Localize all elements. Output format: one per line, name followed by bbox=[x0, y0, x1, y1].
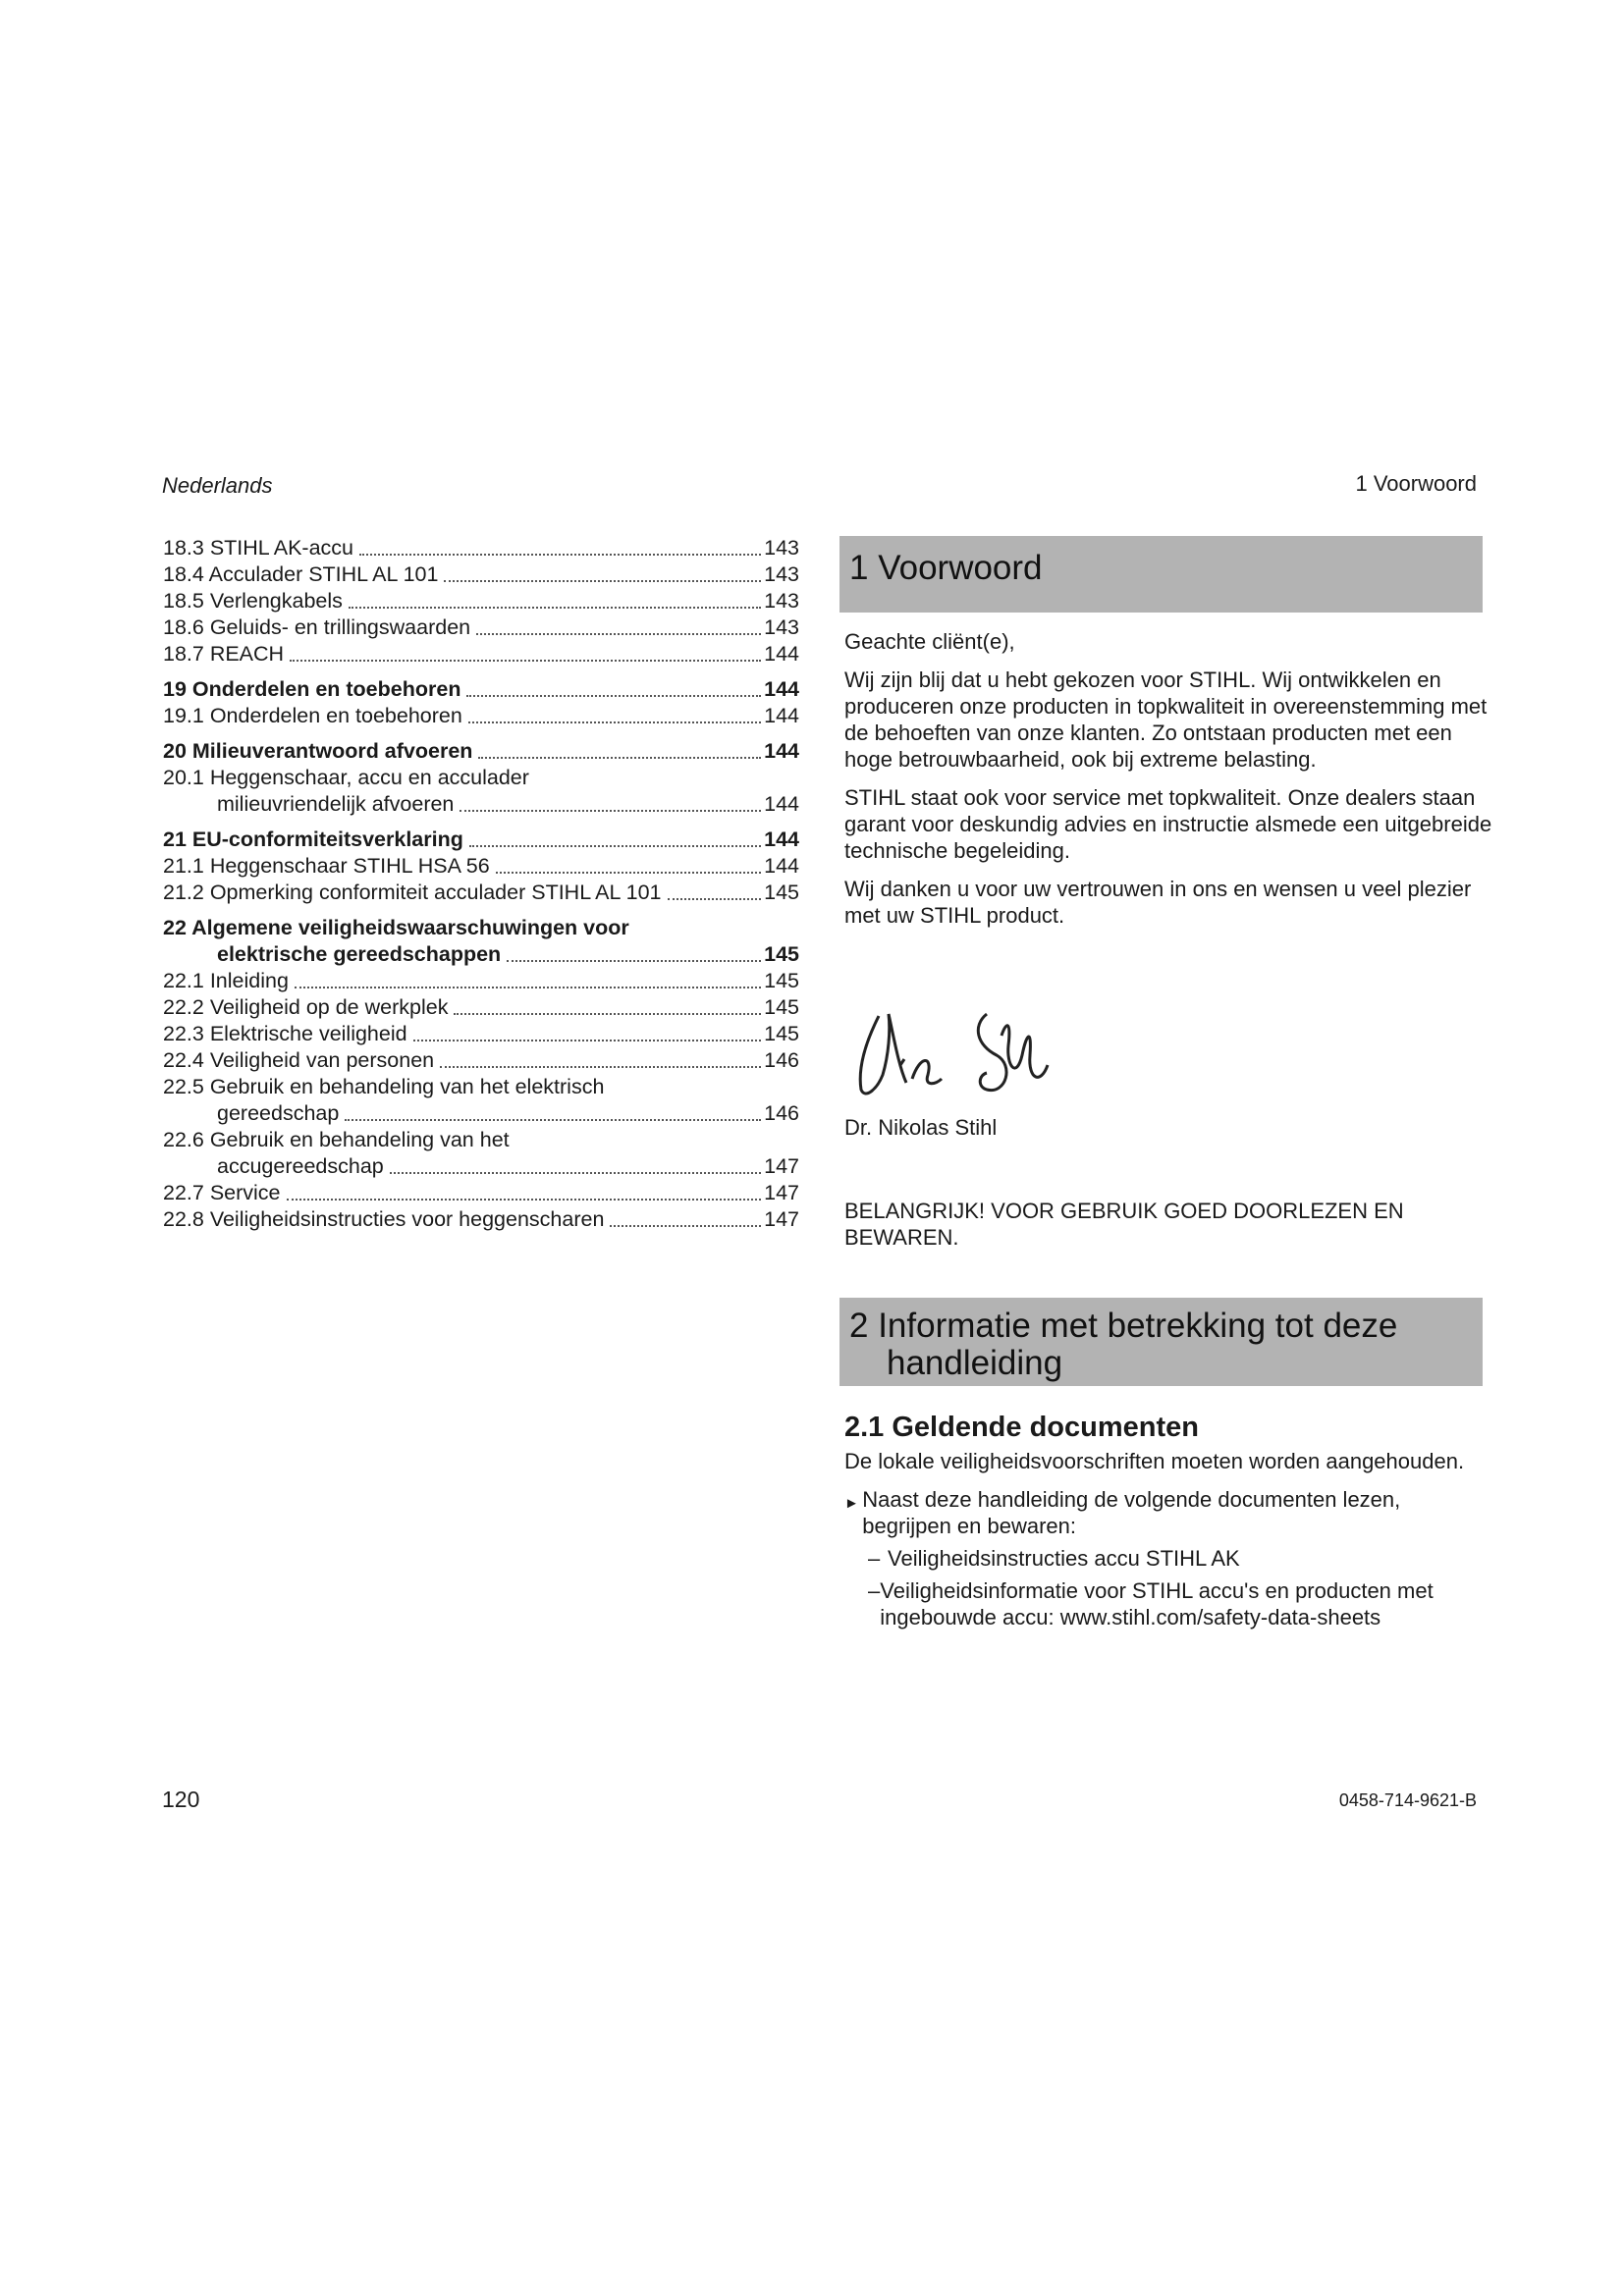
paragraph: Wij zijn blij dat u hebt gekozen voor STIHL. Wij ontwikkelen en produceren onze producten in topkwaliteit in overeenstemming met de behoeften van onze klanten. Zo ontstaan producten met een hoge betrouwbaarheid, ook bij extreme belasting. bbox=[844, 667, 1488, 772]
toc-leader bbox=[390, 1172, 761, 1174]
toc-title: 22.7 Service bbox=[163, 1181, 281, 1204]
toc-entry bbox=[163, 1127, 799, 1180]
toc-page: 145 bbox=[764, 995, 799, 1019]
toc-title: 20 Milieuverantwoord afvoeren bbox=[163, 739, 473, 763]
toc-title: 18.5 Verlengkabels bbox=[163, 589, 343, 613]
header-language: Nederlands bbox=[162, 473, 273, 498]
triangle-bullet-icon: ► bbox=[844, 1495, 859, 1512]
toc-entry bbox=[163, 614, 799, 641]
subsection-heading: 2.1 Geldende documenten bbox=[844, 1412, 1199, 1443]
toc-page: 145 bbox=[764, 969, 799, 992]
toc-chapter bbox=[163, 827, 799, 853]
toc-chapter bbox=[163, 738, 799, 765]
paragraph: Wij danken u voor uw vertrouwen in ons en wensen u veel plezier met uw STIHL product. bbox=[844, 877, 1472, 928]
toc-title: 20.1 Heggenschaar, accu en acculader bbox=[163, 766, 529, 789]
page-number: 120 bbox=[162, 1787, 200, 1812]
toc-title: 22.1 Inleiding bbox=[163, 969, 289, 992]
toc-page: 147 bbox=[764, 1154, 799, 1178]
paragraph: STIHL staat ook voor service met topkwaliteit. Onze dealers staan garant voor deskundig advies en instructie alsmede een uitgebreide technische begeleiding. bbox=[844, 785, 1492, 863]
toc-page: 143 bbox=[764, 589, 799, 613]
toc-leader bbox=[507, 960, 761, 962]
intro-text: De lokale veiligheidsvoorschriften moeten worden aangehouden. bbox=[844, 1449, 1465, 1473]
toc-title-continued: accugereedschap bbox=[217, 1154, 384, 1178]
dash-icon: – bbox=[868, 1578, 881, 1603]
section-2-heading bbox=[839, 1298, 1483, 1386]
toc-title: 22.6 Gebruik en behandeling van het bbox=[163, 1128, 510, 1151]
header-section: 1 Voorwoord bbox=[1355, 471, 1477, 496]
toc-entry bbox=[163, 1074, 799, 1127]
section-1-heading: 1 Voorwoord bbox=[839, 536, 1483, 613]
toc-page: 143 bbox=[764, 536, 799, 560]
toc-page: 144 bbox=[764, 677, 799, 701]
toc-page: 146 bbox=[764, 1101, 799, 1125]
toc-entry bbox=[163, 880, 799, 906]
toc-leader bbox=[440, 1066, 761, 1068]
toc-leader bbox=[468, 721, 761, 723]
toc-page: 144 bbox=[764, 828, 799, 851]
dash-item bbox=[868, 1577, 1492, 1630]
toc-title-continued: elektrische gereedschappen bbox=[217, 942, 502, 966]
signature-name: Dr. Nikolas Stihl bbox=[844, 1115, 998, 1140]
toc-page: 147 bbox=[764, 1181, 799, 1204]
toc-title: 18.7 REACH bbox=[163, 642, 285, 666]
toc-leader bbox=[610, 1225, 761, 1227]
toc-title: 21 EU-conformiteitsverklaring bbox=[163, 828, 463, 851]
toc-page: 146 bbox=[764, 1048, 799, 1072]
toc-title: 19 Onderdelen en toebehoren bbox=[163, 677, 461, 701]
bullet-item bbox=[844, 1486, 1492, 1539]
toc-page: 145 bbox=[764, 881, 799, 904]
section-1-body bbox=[844, 628, 1492, 929]
toc-title: 22.3 Elektrische veiligheid bbox=[163, 1022, 407, 1045]
toc-title-continued: milieuvriendelijk afvoeren bbox=[217, 792, 455, 816]
signature-image bbox=[839, 996, 1065, 1104]
toc-leader bbox=[668, 898, 762, 900]
toc-entry bbox=[163, 561, 799, 588]
toc-entry bbox=[163, 535, 799, 561]
toc-chapter bbox=[163, 676, 799, 703]
toc-title-continued: gereedschap bbox=[217, 1101, 340, 1125]
greeting: Geachte cliënt(e), bbox=[844, 629, 1015, 654]
dash-icon: – bbox=[868, 1546, 881, 1571]
toc-page: 144 bbox=[764, 792, 799, 816]
toc-title: 22.4 Veiligheid van personen bbox=[163, 1048, 435, 1072]
toc-entry bbox=[163, 1206, 799, 1233]
toc-leader bbox=[454, 1013, 761, 1015]
toc-entry bbox=[163, 968, 799, 994]
toc-entry bbox=[163, 1180, 799, 1206]
toc-leader bbox=[496, 872, 761, 874]
toc-leader bbox=[290, 660, 761, 662]
toc-leader bbox=[359, 554, 761, 556]
document-code: 0458-714-9621-B bbox=[1338, 1790, 1477, 1810]
toc-title: 22.8 Veiligheidsinstructies voor heggenscharen bbox=[163, 1207, 605, 1231]
toc-leader bbox=[466, 695, 761, 697]
toc-title: 21.2 Opmerking conformiteit acculader STIHL AL 101 bbox=[163, 881, 662, 904]
bullet-text: Naast deze handleiding de volgende documenten lezen, begrijpen en bewaren: bbox=[862, 1487, 1401, 1538]
section-2-heading-line1: 2 Informatie met betrekking tot deze bbox=[849, 1307, 1398, 1345]
toc-leader bbox=[349, 607, 761, 609]
toc-page: 143 bbox=[764, 615, 799, 639]
toc-entry bbox=[163, 1021, 799, 1047]
dash-text: Veiligheidsinformatie voor STIHL accu's en producten met ingebouwde accu: www.stihl.com/safety-data-sheets bbox=[880, 1578, 1434, 1629]
toc-title: 22 Algemene veiligheidswaarschuwingen voor bbox=[163, 916, 629, 939]
dash-item bbox=[868, 1545, 1492, 1572]
toc-page: 144 bbox=[764, 854, 799, 878]
toc-page: 145 bbox=[764, 942, 799, 966]
toc-entry bbox=[163, 853, 799, 880]
toc-page: 144 bbox=[764, 704, 799, 727]
toc-entry bbox=[163, 1047, 799, 1074]
toc-title: 21.1 Heggenschaar STIHL HSA 56 bbox=[163, 854, 490, 878]
toc-title: 22.5 Gebruik en behandeling van het elektrisch bbox=[163, 1075, 605, 1098]
toc-leader bbox=[345, 1119, 761, 1121]
toc-leader bbox=[295, 987, 761, 988]
toc-title: 18.6 Geluids- en trillingswaarden bbox=[163, 615, 471, 639]
toc-leader bbox=[444, 580, 761, 582]
toc-entry bbox=[163, 765, 799, 818]
toc-title: 19.1 Onderdelen en toebehoren bbox=[163, 704, 462, 727]
toc-leader bbox=[287, 1199, 762, 1201]
important-notice: BELANGRIJK! VOOR GEBRUIK GOED DOORLEZEN EN BEWAREN. bbox=[844, 1199, 1404, 1250]
toc-leader bbox=[476, 633, 761, 635]
toc-page: 143 bbox=[764, 562, 799, 586]
toc-page: 144 bbox=[764, 739, 799, 763]
toc-title: 18.3 STIHL AK-accu bbox=[163, 536, 353, 560]
table-of-contents bbox=[163, 535, 799, 1233]
section-2-body bbox=[844, 1448, 1492, 1630]
toc-page: 145 bbox=[764, 1022, 799, 1045]
toc-entry bbox=[163, 588, 799, 614]
section-2-heading-line2: handleiding bbox=[887, 1344, 1063, 1382]
toc-leader bbox=[413, 1040, 762, 1041]
toc-title: 22.2 Veiligheid op de werkplek bbox=[163, 995, 449, 1019]
toc-page: 147 bbox=[764, 1207, 799, 1231]
toc-entry bbox=[163, 641, 799, 667]
toc-leader bbox=[469, 845, 761, 847]
toc-entry bbox=[163, 994, 799, 1021]
toc-chapter bbox=[163, 915, 799, 968]
toc-entry bbox=[163, 703, 799, 729]
toc-title: 18.4 Acculader STIHL AL 101 bbox=[163, 562, 439, 586]
toc-page: 144 bbox=[764, 642, 799, 666]
dash-text: Veiligheidsinstructies accu STIHL AK bbox=[888, 1546, 1240, 1571]
toc-leader bbox=[478, 757, 761, 759]
toc-leader bbox=[460, 810, 761, 812]
